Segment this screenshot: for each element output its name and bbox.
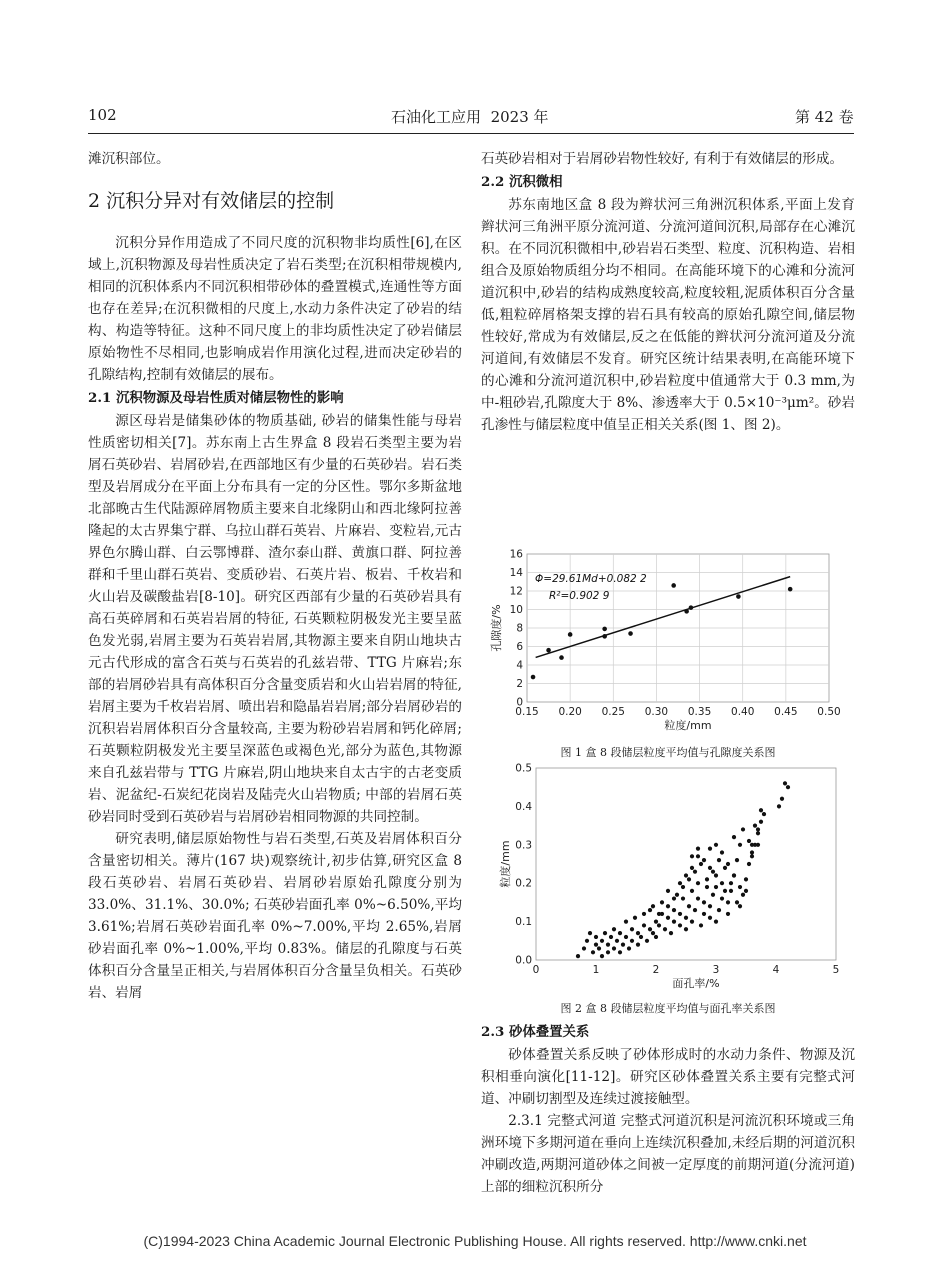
data-point [696,854,700,858]
x-tick-label: 1 [592,964,600,976]
data-point [736,594,741,599]
y-axis-label: 孔隙度/% [490,604,503,652]
data-point [699,923,703,927]
data-point [657,912,661,916]
y-tick-label: 16 [509,548,523,561]
data-point [639,935,643,939]
header-rule [88,133,854,134]
x-tick-label: 0.25 [601,706,625,718]
data-point [696,847,700,851]
data-point [690,866,694,870]
data-point [759,808,763,812]
y-tick-label: 0.2 [515,877,532,890]
data-point [759,820,763,824]
data-point [705,885,709,889]
data-point [726,900,730,904]
x-tick-label: 2 [652,964,660,976]
x-tick-label: 0.35 [687,706,712,718]
data-point [633,916,637,920]
data-point [654,935,658,939]
figure-2-caption: 图 2 盒 8 段储层粒度平均值与面孔率关系图 [560,1002,776,1015]
data-point [618,931,622,935]
x-tick-label: 0.30 [644,706,669,718]
data-point [744,889,748,893]
data-point [591,950,595,954]
data-point [568,632,573,637]
data-point [531,675,536,680]
data-point [762,812,766,816]
trend-line [536,577,791,658]
y-tick-label: 8 [516,622,523,635]
data-point [741,893,745,897]
data-point [600,939,604,943]
y-tick-label: 12 [509,585,523,598]
data-point [744,877,748,881]
data-point [723,866,727,870]
data-point [788,587,793,592]
data-point [738,843,742,847]
data-point [671,583,676,588]
data-point [624,920,628,924]
x-tick-label: 3 [712,964,720,976]
data-point [602,627,607,632]
data-point [630,939,634,943]
data-point [689,605,694,610]
y-axis-label: 粒度/mm [499,840,512,888]
data-point [636,943,640,947]
page-number: 102 [88,106,117,124]
x-axis-label: 面孔率/% [672,977,720,990]
section-2-2-para-1: 苏东南地区盒 8 段为辫状河三角洲沉积体系,平面上发育辫状河三角洲平原分流河道、分流河道间沉积,局部存在心滩沉积。在不同沉积微相中,砂岩岩石类型、粒度、沉积构造、岩相组合及原始物质组分均不相同。在高能环境下的心滩和分流河道沉积中,砂岩的结构成熟度较高,粒度较粗,泥质体积百分含量低,粗粒碎屑格架支撑的岩石具有较高的原始孔隙空间,储层物性较好,常成为有效储层,反之在低能的辫状河分流河道及分流河道间,有效储层不发育。研究区统计结果表明,在高能环境下的心滩和分流河道沉积中,砂岩粒度中值通常大于 0.3 mm,为中-粗砂岩,孔隙度大于 8%、渗透率大于 0.5×10⁻³μm²。砂岩孔渗性与储层粒度中值呈正相关关系(图 1、图 2)。 [481,197,855,433]
data-point [594,935,598,939]
data-point [588,931,592,935]
section-2-3-1-para: 2.3.1 完整式河道 完整式河道沉积是河流沉积环境或三角洲环境下多期河道在垂向上连续沉积叠加,未经后期的河道沉积冲刷改造,两期河道砂体之间被一定厚度的前期河道(分流河道)上部的细粒沉积所分 [481,1113,855,1195]
data-point [678,923,682,927]
data-point [687,904,691,908]
data-point [621,943,625,947]
x-tick-label: 0.15 [515,706,539,718]
data-point [642,912,646,916]
data-point [690,854,694,858]
data-point [783,781,787,785]
data-point [669,931,673,935]
data-point [720,850,724,854]
data-point [690,920,694,924]
x-tick-label: 0 [532,964,540,976]
journal-name: 石油化工应用 [391,108,482,126]
data-point [675,893,679,897]
data-point [681,885,685,889]
data-point [723,889,727,893]
data-point [729,881,733,885]
data-point [756,831,760,835]
y-tick-label: 6 [516,641,523,653]
regression-equation: Φ=29.61Md+0.082 2 [535,573,647,585]
data-point [708,916,712,920]
data-point [690,889,694,893]
data-point [672,908,676,912]
data-point [606,950,610,954]
data-point [678,881,682,885]
data-point [738,904,742,908]
data-point [747,839,751,843]
section-2-1-para-2: 研究表明,储层原始物性与岩石类型,石英及岩屑体积百分含量密切相关。薄片(167 块)观察统计,初步估算,研究区盒 8 段石英砂岩、岩屑石英砂岩、岩屑砂岩原始孔隙度分别为 33.0%、31.1%、30.0%; 石英砂岩面孔率 0%~6.50%,平均 3.61%;岩屑石英砂岩面孔率 0%~7.00%,平均 2.65%,岩屑砂岩面孔率 0%~1.00%,平均 0.83%。储层的孔隙度与石英体积百分含量呈正相关,与岩屑体积百分含量呈负相关。石英砂岩、岩屑 [88,831,462,1001]
data-point [711,870,715,874]
y-tick-label: 10 [509,604,523,616]
data-point [726,912,730,916]
intro-fragment: 滩沉积部位。 [88,151,170,167]
journal-title [391,106,549,127]
data-point [705,877,709,881]
data-point [702,858,706,862]
y-tick-label: 0.1 [515,916,532,929]
data-point [786,785,790,789]
data-point [660,900,664,904]
data-point [602,634,607,639]
data-point [666,889,670,893]
data-point [696,881,700,885]
data-point [559,655,564,660]
data-point [627,946,631,950]
data-point [672,896,676,900]
x-tick-label: 4 [772,964,780,976]
volume-number: 第 42 卷 [795,108,854,126]
data-point [672,920,676,924]
data-point [624,935,628,939]
data-point [609,935,613,939]
data-point [717,858,721,862]
data-point [714,843,718,847]
data-point [642,923,646,927]
y-tick-label: 0 [516,696,523,709]
data-point [666,904,670,908]
right-column-top [481,148,855,436]
data-point [714,885,718,889]
data-point [693,908,697,912]
data-point [651,931,655,935]
data-point [720,881,724,885]
x-tick-label: 0.50 [817,706,841,718]
data-point [582,946,586,950]
data-point [711,893,715,897]
y-tick-label: 0.3 [515,839,532,852]
journal-year: 2023 年 [490,108,549,126]
data-point [648,908,652,912]
data-point [636,931,640,935]
section-2-1-para-1: 源区母岩是储集砂体的物质基础, 砂岩的储集性能与母岩性质密切相关[7]。苏东南上古生界盒 8 段岩石类型主要为岩屑石英砂岩、岩屑砂岩,在西部地区有少量的石英砂岩。岩石类型及岩屑成分在平面上分布具有一定的分区性。鄂尔多斯盆地北部晚古生代陆源碎屑物质主要来自北缘阴山和西北缘阿拉善隆起的太古界集宁群、乌拉山群石英岩、片麻岩、变粒岩,元古界色尔腾山群、白云鄂博群、渣尔泰山群、黄旗口群、阿拉善群和千里山群石英岩、变质砂岩、石英片岩、板岩、千枚岩和火山岩及碳酸盐岩[8-10]。研究区西部有少量的石英砂岩具有高石英碎屑和石英岩岩屑的特征, 石英颗粒阴极发光主要呈蓝色发光弱,岩屑主要为石英岩岩屑,其物源主要来自阴山地块古元古代形成的富含石英与石英岩的孔兹岩带、TTG 片麻岩;东部的岩屑砂岩具有高体积百分含量变质岩和火山岩岩屑的特征, 岩屑主要为千枚岩岩屑、喷出岩和隐晶岩岩屑;部分岩屑砂岩的沉积岩岩屑体积百分含量较高, 主要为粉砂岩岩屑和钙化碎屑; 石英颗粒阴极发光主要呈深蓝色或褐色光,部分为蓝色,其物源来自孔兹岩带与 TTG 片麻岩,阴山地块来自太古宇的古老变质岩、泥盆纪-石炭纪花岗岩及陆壳火山岩物质; 中部的岩屑石英砂岩同时受到石英砂岩与岩屑砂岩相同物源的共同控制。 [88,413,462,825]
data-point [618,950,622,954]
data-point [681,896,685,900]
data-point [753,824,757,828]
y-tick-label: 0.5 [515,762,532,775]
data-point [666,916,670,920]
section-2-3-title: 2.3 砂体叠置关系 [481,1024,590,1040]
data-point [612,927,616,931]
data-point [600,954,604,958]
right-column-bottom [481,1020,855,1198]
data-point [738,885,742,889]
data-point [777,804,781,808]
data-point [684,916,688,920]
data-point [628,631,633,636]
y-tick-label: 4 [516,659,523,672]
data-point [750,843,754,847]
data-point [603,931,607,935]
data-point [693,870,697,874]
data-point [630,927,634,931]
continued-para: 石英砂岩相对于岩屑砂岩物性较好, 有利于有效储层的形成。 [481,151,844,167]
section-2-para-1: 沉积分异作用造成了不同尺度的沉积物非均质性[6],在区域上,沉积物源及母岩性质决定了岩石类型;在沉积相带规模内,相同的沉积体系内不同沉积相带砂体的叠置模式,连通性等方面也存在差异;在沉积微相的尺度上,水动力条件决定了砂岩的结构、构造等特征。这种不同尺度上的非均质性决定了砂岩储层原始物性不尽相同,也影响成岩作用演化过程,进而决定砂岩的孔隙结构,控制有效储层的展布。 [88,235,462,383]
data-point [699,862,703,866]
y-tick-label: 0.4 [515,800,532,813]
left-column [88,148,462,1004]
data-point [750,850,754,854]
section-2-3-para-1: 砂体叠置关系反映了砂体形成时的水动力条件、物源及沉积相垂向演化[11-12]。研究区砂体叠置关系主要有完整式河道、冲刷切割型及连续过渡接触型。 [481,1047,855,1107]
data-point [597,946,601,950]
data-point [747,862,751,866]
data-point [648,927,652,931]
x-axis-label: 粒度/mm [664,719,712,732]
data-point [594,943,598,947]
data-point [687,877,691,881]
section-2-1-title: 2.1 沉积物源及母岩性质对储层物性的影响 [88,390,344,406]
y-tick-label: 14 [509,567,523,579]
data-point [720,896,724,900]
data-point [651,904,655,908]
data-point [612,946,616,950]
data-point [732,835,736,839]
data-point [726,862,730,866]
data-point [717,908,721,912]
data-point [678,912,682,916]
y-tick-label: 2 [516,678,523,690]
data-point [780,797,784,801]
data-point [708,904,712,908]
data-point [696,896,700,900]
data-point [606,943,610,947]
data-point [585,939,589,943]
figure-1-caption: 图 1 盒 8 段储层粒度平均值与孔隙度关系图 [560,746,776,759]
data-point [732,873,736,877]
data-point [714,873,718,877]
data-point [750,854,754,858]
data-point [657,923,661,927]
data-point [756,827,760,831]
figure-1-chart [481,548,855,738]
data-point [714,920,718,924]
figure-2-chart [481,762,855,998]
data-point [654,920,658,924]
data-point [615,939,619,943]
data-point [729,889,733,893]
data-point [741,827,745,831]
x-tick-label: 5 [832,964,840,976]
data-point [684,927,688,931]
section-2-title: 2 沉积分异对有效储层的控制 [88,190,335,212]
y-tick-label: 0.0 [515,954,532,967]
data-point [735,858,739,862]
data-point [684,609,689,614]
data-point [702,900,706,904]
data-point [702,912,706,916]
data-point [663,927,667,931]
x-tick-label: 0.40 [731,706,755,718]
data-point [546,648,551,653]
r-squared: R²=0.902 9 [549,590,610,602]
section-2-2-title: 2.2 沉积微相 [481,174,563,190]
x-tick-label: 0.20 [558,706,582,718]
data-point [708,847,712,851]
data-point [735,900,739,904]
copyright-footer: (C)1994-2023 China Academic Journal Electronic Publishing House. All rights reserved. http://www.cnki.net [143,1233,807,1249]
data-point [645,939,649,943]
data-point [708,866,712,870]
data-point [756,843,760,847]
data-point [576,954,580,958]
data-point [684,873,688,877]
x-tick-label: 0.45 [774,706,798,718]
